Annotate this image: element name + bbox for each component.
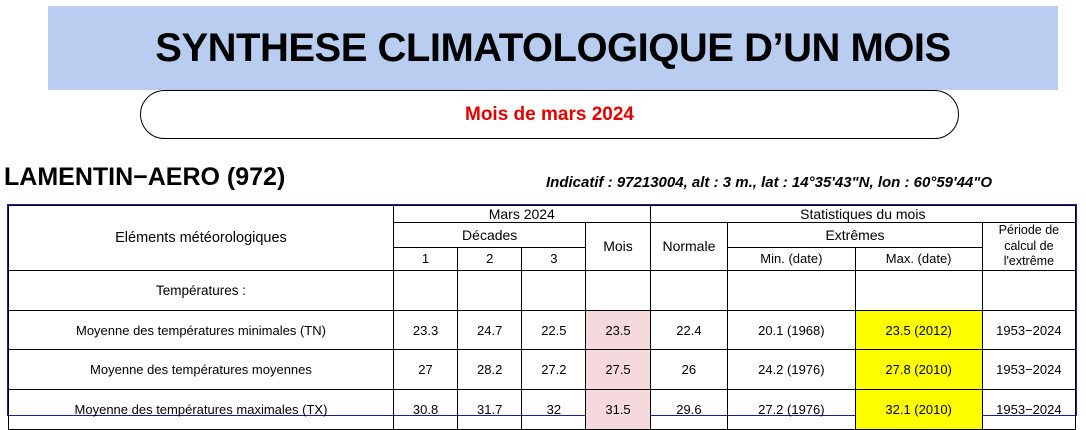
climate-table [8,205,1076,430]
row-decade-3: 22.5 [522,310,586,350]
station-metadata: Indicatif : 97213004, alt : 3 m., lat : 14°35'43"N, lon : 60°59'44"O [546,174,993,191]
month-label: Mois de mars 2024 [465,103,634,125]
header-group-month: Mars 2024 [393,206,650,223]
row-month-value: 23.5 [586,310,650,350]
row-decade-1: 27 [393,350,457,390]
row-label: Moyenne des températures moyennes [9,350,394,390]
row-decade-3: 27.2 [522,350,586,390]
row-month-value: 27.5 [586,350,650,390]
row-normale: 26 [650,350,728,390]
row-max: 23.5 (2012) [855,310,982,350]
header-decades: Décades [393,223,585,248]
table-row [9,390,1076,430]
climate-table-container [7,204,1077,416]
header-banner [48,6,1058,90]
row-periode: 1953−2024 [982,390,1075,430]
header-extremes: Extrêmes [728,223,983,248]
header-decade-2: 2 [458,247,522,270]
section-blank-max [855,270,982,310]
row-decade-3: 32 [522,390,586,430]
row-min: 20.1 (1968) [728,310,855,350]
row-normale: 29.6 [650,390,728,430]
table-row [9,350,1076,390]
row-label: Moyenne des températures maximales (TX) [9,390,394,430]
row-max: 32.1 (2010) [855,390,982,430]
section-blank-d1 [393,270,457,310]
section-title-temperatures: Températures : [9,270,394,310]
header-decade-3: 3 [522,247,586,270]
header-group-stats: Statistiques du mois [650,206,1075,223]
page-title: SYNTHESE CLIMATOLOGIQUE D’UN MOIS [155,25,951,70]
row-decade-2: 24.7 [458,310,522,350]
table-header-row-groups [9,206,1076,223]
station-name: LAMENTIN−AERO (972) [4,163,286,191]
section-blank-min [728,270,855,310]
row-decade-1: 23.3 [393,310,457,350]
section-blank-periode [982,270,1075,310]
section-blank-normale [650,270,728,310]
row-min: 24.2 (1976) [728,350,855,390]
header-decade-1: 1 [393,247,457,270]
row-label: Moyenne des températures minimales (TN) [9,310,394,350]
row-periode: 1953−2024 [982,350,1075,390]
row-normale: 22.4 [650,310,728,350]
row-decade-2: 28.2 [458,350,522,390]
header-elements: Eléments météorologiques [9,206,394,271]
section-blank-d2 [458,270,522,310]
header-max-date: Max. (date) [855,247,982,270]
header-periode: Période de calcul de l'extrême [982,223,1075,271]
header-normale: Normale [650,223,728,271]
row-decade-1: 30.8 [393,390,457,430]
table-row [9,310,1076,350]
row-decade-2: 31.7 [458,390,522,430]
row-month-value: 31.5 [586,390,650,430]
header-min-date: Min. (date) [728,247,855,270]
month-pill [140,90,959,139]
section-blank-mois [586,270,650,310]
row-periode: 1953−2024 [982,310,1075,350]
row-min: 27.2 (1976) [728,390,855,430]
row-max: 27.8 (2010) [855,350,982,390]
section-blank-d3 [522,270,586,310]
table-section-row [9,270,1076,310]
header-mois: Mois [586,223,650,271]
